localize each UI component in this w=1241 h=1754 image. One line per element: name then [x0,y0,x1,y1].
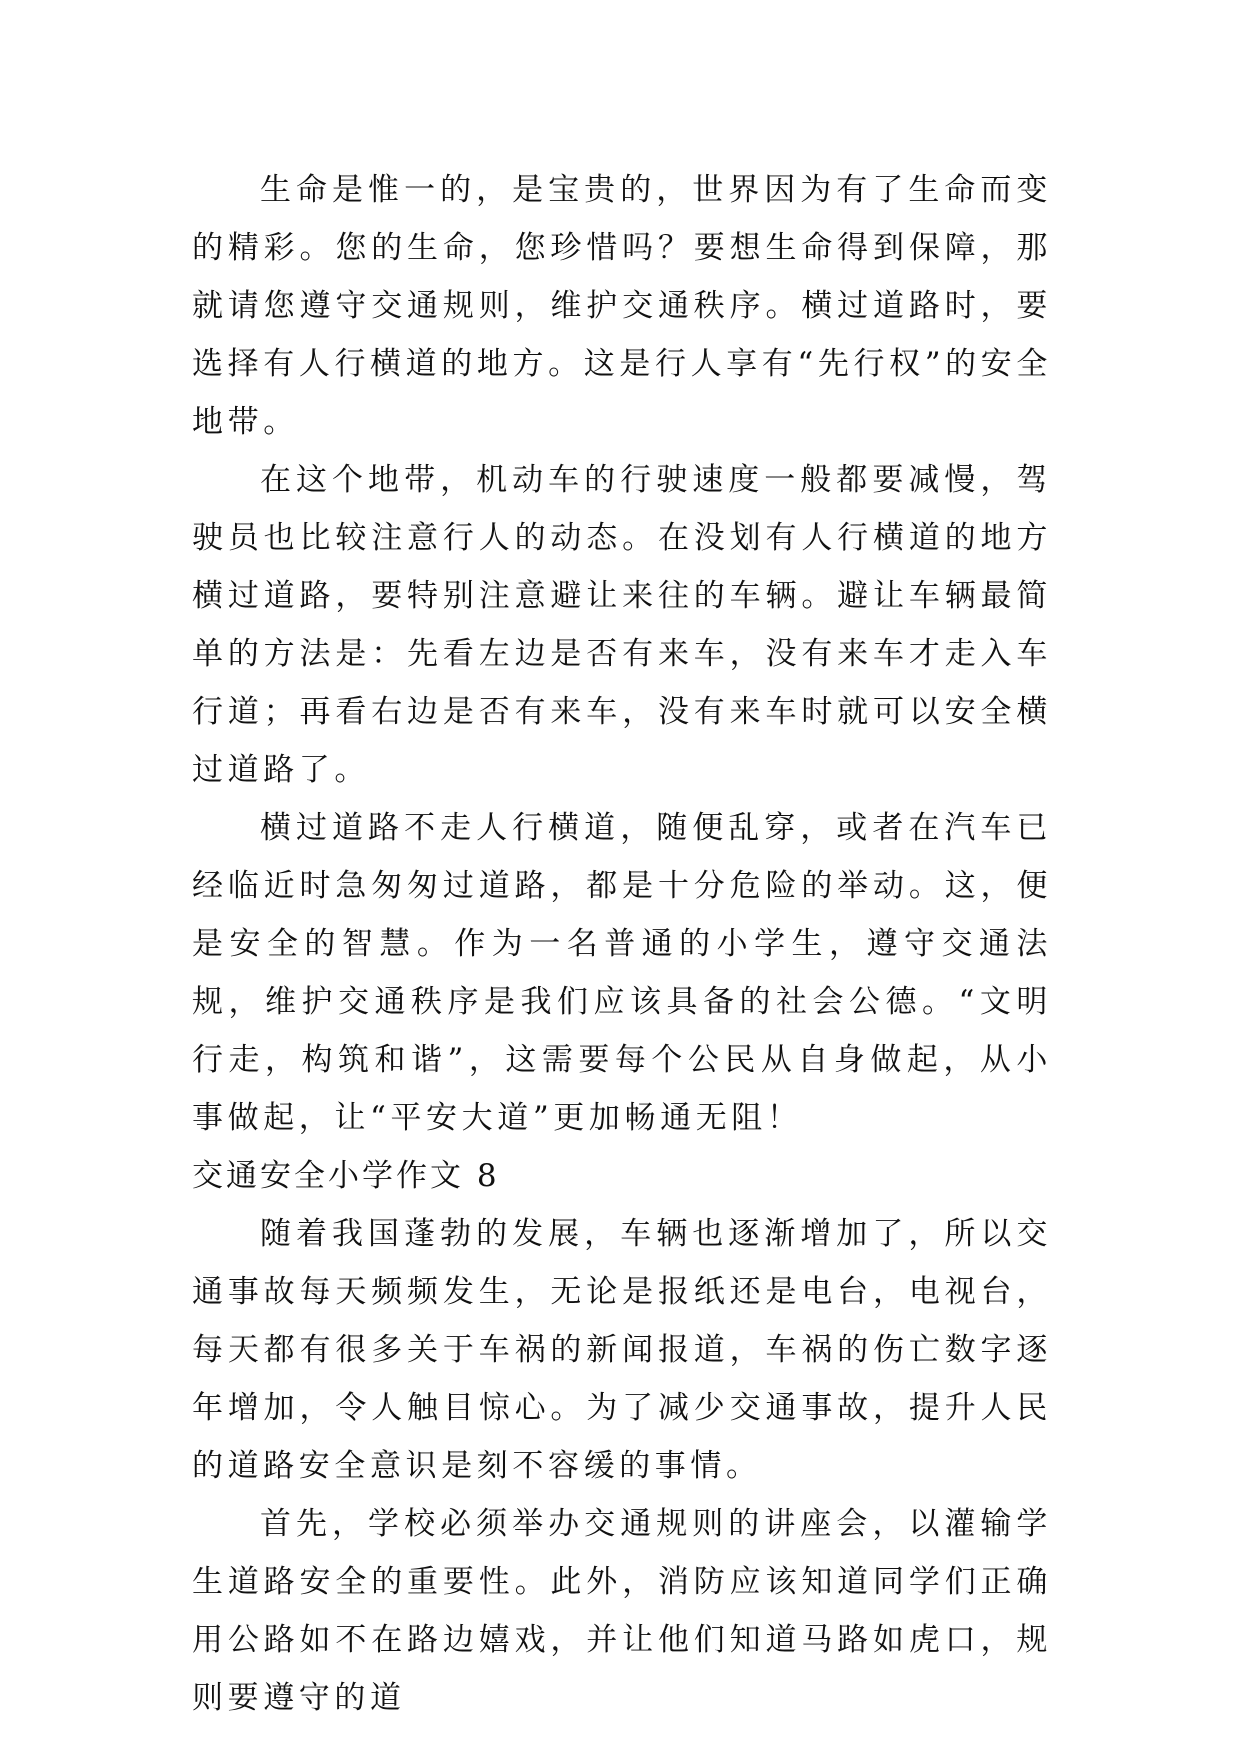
paragraph-traffic-accidents: 随着我国蓬勃的发展，车辆也逐渐增加了，所以交通事故每天频频发生，无论是报纸还是电台，电视台，每天都有很多关于车祸的新闻报道，车祸的伤亡数字逐年增加，令人触目惊心。为了减少交通事故，提升人民的道路安全意识是刻不容缓的事情。 [192,1216,1052,1484]
paragraph-life-precious: 生命是惟一的，是宝贵的，世界因为有了生命而变的精彩。您的生命，您珍惜吗？要想生命得到保障，那就请您遵守交通规则，维护交通秩序。横过道路时，要选择有人行横道的地方。这是行人享有“先行权”的安全地带。 [192,172,1052,440]
section-heading: 交通安全小学作文 8 [192,1158,500,1194]
paragraph-school-lectures: 首先，学校必须举办交通规则的讲座会，以灌输学生道路安全的重要性。此外，消防应该知道同学们正确用公路如不在路边嬉戏，并让他们知道马路如虎口，规则要遵守的道 [192,1506,1052,1716]
paragraph-crosswalk-zone: 在这个地带，机动车的行驶速度一般都要减慢，驾驶员也比较注意行人的动态。在没划有人行横道的地方横过道路，要特别注意避让来往的车辆。避让车辆最简单的方法是：先看左边是否有来车，没有来车才走入车行道；再看右边是否有来车，没有来车时就可以安全横过道路了。 [192,462,1052,788]
paragraph-jaywalking-danger: 横过道路不走人行横道，随便乱穿，或者在汽车已经临近时急匆匆过道路，都是十分危险的举动。这，便是安全的智慧。作为一名普通的小学生，遵守交通法规，维护交通秩序是我们应该具备的社会公德。“文明行走，构筑和谐”，这需要每个公民从自身做起，从小事做起，让“平安大道”更加畅通无阻！ [192,810,1052,1136]
document-page [192,161,1052,1727]
